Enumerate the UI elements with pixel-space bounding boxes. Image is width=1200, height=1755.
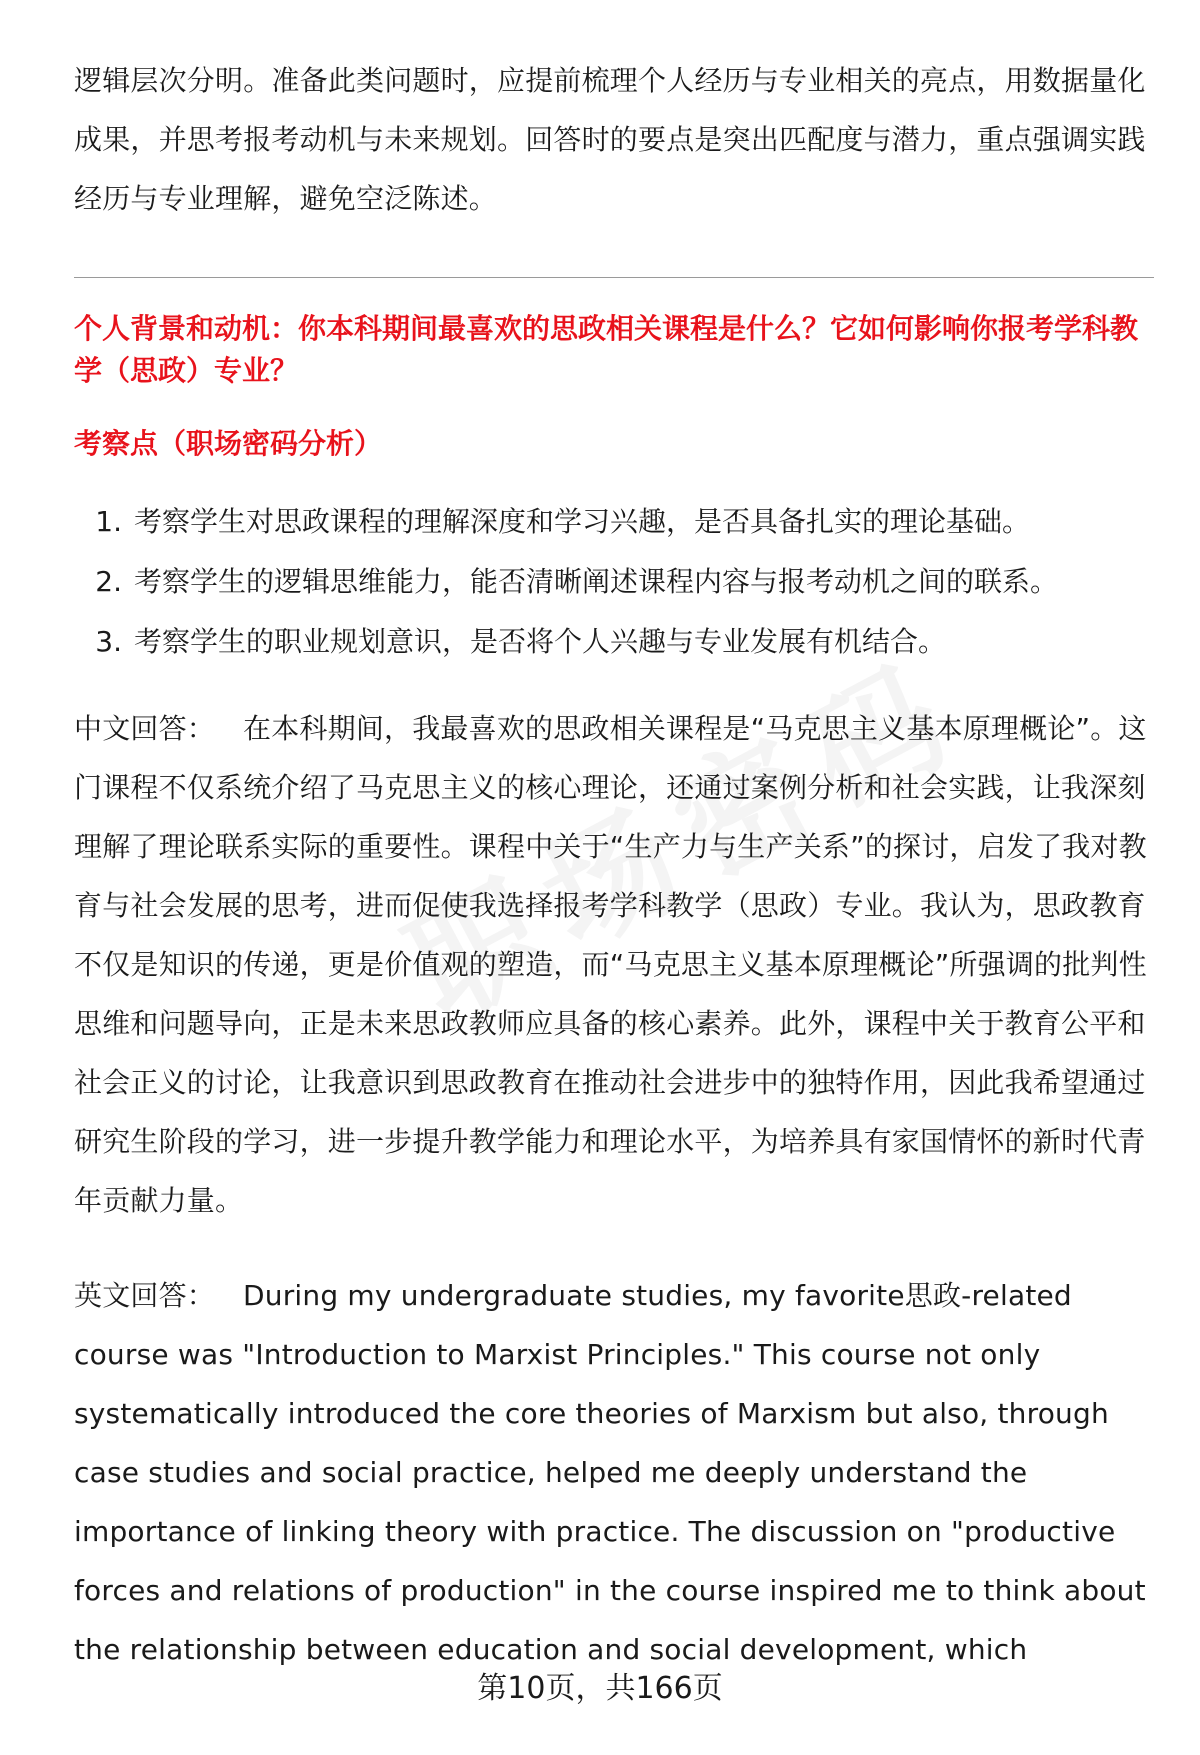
list-number: 3.: [95, 625, 122, 658]
evaluation-point-item: [74, 552, 1154, 612]
section-divider: [74, 277, 1154, 278]
question-heading: 个人背景和动机：你本科期间最喜欢的思政相关课程是什么？它如何影响你报考学科教学（思政）专业？: [74, 312, 1139, 387]
evaluation-point-item: [74, 612, 1154, 672]
list-item-text: 考察学生的职业规划意识，是否将个人兴趣与专业发展有机结合。: [134, 625, 947, 658]
list-number: 1.: [95, 505, 122, 538]
chinese-answer-text: 在本科期间，我最喜欢的思政相关课程是“马克思主义基本原理概论”。这门课程不仅系统介绍了马克思主义的核心理论，还通过案例分析和社会实践，让我深刻理解了理论联系实际的重要性。课程中关于“生产力与生产关系”的探讨，启发了我对教育与社会发展的思考，进而促使我选择报考学科教学（思政）专业。我认为，思政教育不仅是知识的传递，更是价值观的塑造，而“马克思主义基本原理概论”所强调的批判性思维和问题导向，正是未来思政教师应具备的核心素养。此外，课程中关于教育公平和社会正义的讨论，让我意识到思政教育在推动社会进步中的独特作用，因此我希望通过研究生阶段的学习，进一步提升教学能力和理论水平，为培养具有家国情怀的新时代青年贡献力量。: [74, 712, 1147, 1217]
evaluation-points-heading: 考察点（职场密码分析）: [74, 427, 383, 460]
list-number: 2.: [95, 565, 122, 598]
evaluation-points-list: [74, 492, 1154, 672]
intro-paragraph: 逻辑层次分明。准备此类问题时，应提前梳理个人经历与专业相关的亮点，用数据量化成果，并思考报考动机与未来规划。回答时的要点是突出匹配度与潜力，重点强调实践经历与专业理解，避免空泛陈述。: [74, 64, 1146, 215]
english-answer-text: During my undergraduate studies, my favorite思政-related course was "Introduction to Marxist Principles." This course not only systematically introduced the core theories of Marxism but also, through case studies and social practice, helped me deeply understand the importance of linking theory with practice. The discussion on "productive forces and relations of production" in the course inspired me to think about the relationship between education and social development, which: [74, 1279, 1146, 1666]
chinese-answer-label: 中文回答：: [74, 712, 216, 745]
list-item-text: 考察学生对思政课程的理解深度和学习兴趣，是否具备扎实的理论基础。: [134, 505, 1031, 538]
english-answer-paragraph: [74, 1266, 1154, 1679]
page-number-footer: 第10页，共166页: [477, 1671, 723, 1706]
list-item-text: 考察学生的逻辑思维能力，能否清晰阐述课程内容与报考动机之间的联系。: [134, 565, 1059, 598]
english-answer-label: 英文回答：: [74, 1279, 216, 1312]
evaluation-point-item: [74, 492, 1154, 552]
chinese-answer-paragraph: [74, 699, 1154, 1230]
